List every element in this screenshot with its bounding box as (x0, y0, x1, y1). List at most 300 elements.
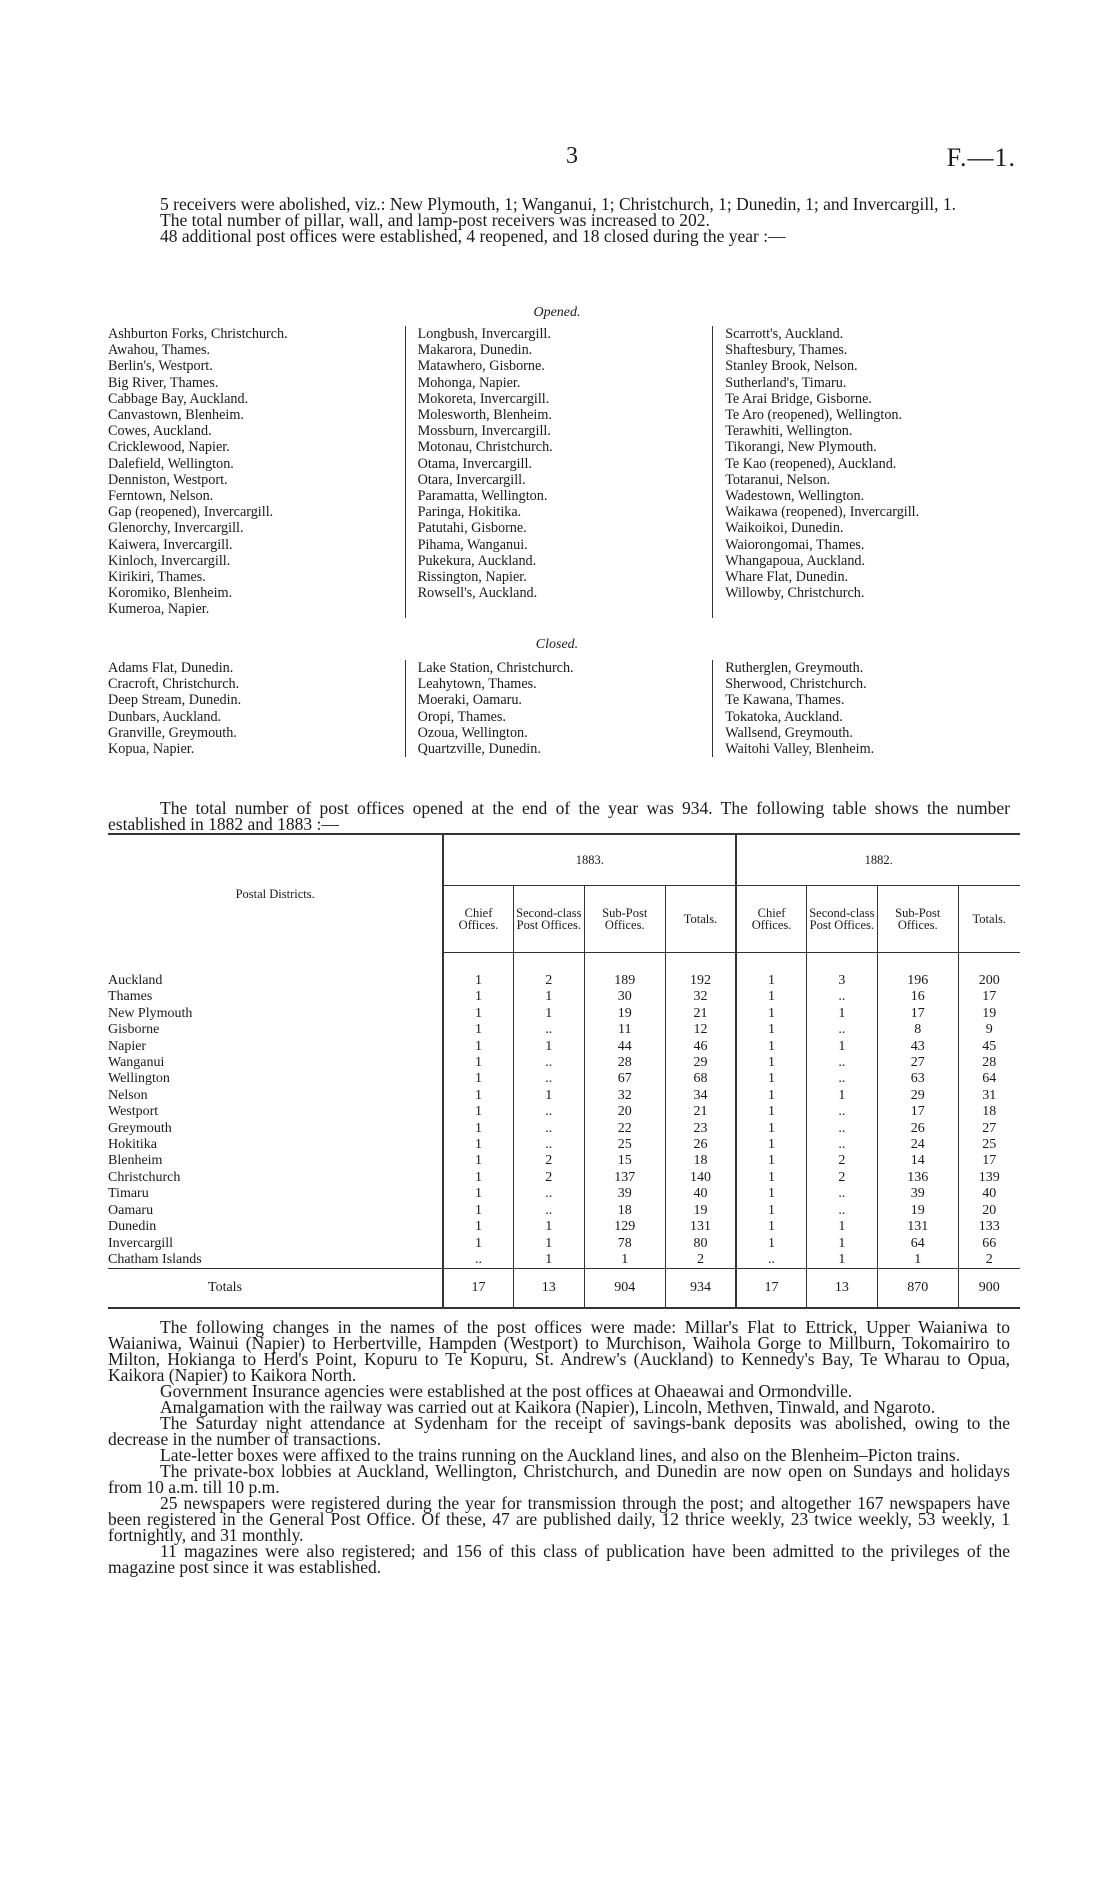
table-cell: 1 (443, 1022, 513, 1038)
table-cell: 140 (665, 1170, 736, 1186)
table-cell: 29 (877, 1088, 958, 1104)
table-cell: 1 (736, 1137, 806, 1153)
closed-column-3 (712, 660, 1010, 757)
table-cell: 22 (584, 1121, 665, 1137)
column-header: Totals. (665, 886, 736, 953)
closed-offices-list (108, 660, 1010, 757)
office-entry: Te Kawana, Thames. (725, 692, 845, 709)
table-row (108, 1039, 1020, 1055)
office-entry: Te Arai Bridge, Gisborne. (725, 390, 872, 407)
table-cell: 26 (665, 1137, 736, 1153)
table-cell: 1 (736, 1088, 806, 1104)
office-entry: Tokatoka, Auckland. (725, 708, 843, 725)
table-cell: 63 (877, 1071, 958, 1087)
page-header (0, 143, 1114, 173)
table-cell: 1 (513, 1006, 584, 1022)
district-name: Oamaru (108, 1202, 154, 1218)
office-entry: Tikorangi, New Plymouth. (725, 439, 877, 456)
table-cell: 1 (443, 1170, 513, 1186)
district-name: Thames (108, 989, 153, 1005)
table-cell: 1 (443, 1055, 513, 1071)
table-cell: .. (806, 1137, 877, 1153)
table-cell: .. (736, 1252, 806, 1269)
office-entry: Waiorongomai, Thames. (725, 536, 865, 553)
table-cell: 1 (736, 1236, 806, 1252)
table-cell: 2 (958, 1252, 1020, 1269)
column-header: Chief Offices. (443, 886, 513, 953)
table-cell: 1 (736, 1153, 806, 1169)
closing-text (108, 1319, 1010, 1575)
office-entry: Whare Flat, Dunedin. (725, 569, 849, 586)
table-row (108, 1104, 1020, 1120)
totals-cell: 17 (443, 1269, 513, 1309)
table-cell: 18 (584, 1203, 665, 1219)
table-cell: 131 (877, 1219, 958, 1235)
paragraph: The Saturday night attendance at Sydenham for the receipt of savings-bank deposits was abolished, owing to the decrease in the number of transactions. (108, 1413, 1010, 1449)
column-header: Totals. (958, 886, 1020, 953)
office-entry: Gap (reopened), Invercargill. (108, 504, 274, 521)
table-row (108, 989, 1020, 1005)
office-entry: Waikoikoi, Dunedin. (725, 520, 844, 537)
table-row (108, 1219, 1020, 1235)
office-entry: Lake Station, Christchurch. (417, 660, 574, 676)
table-cell: 1 (736, 953, 806, 990)
table-cell: 3 (806, 953, 877, 990)
year-1883-header: 1883. (443, 834, 736, 886)
table-cell: 1 (736, 989, 806, 1005)
table-cell: 1 (443, 1203, 513, 1219)
table-cell: 1 (443, 953, 513, 990)
table-lead-text (108, 800, 1010, 832)
table-cell: 1 (443, 1219, 513, 1235)
opened-column-1 (108, 326, 405, 618)
office-entry: Rutherglen, Greymouth. (725, 660, 864, 676)
district-name: Hokitika (108, 1137, 157, 1153)
table-cell: 2 (513, 1170, 584, 1186)
table-cell: 19 (584, 1006, 665, 1022)
table-cell: 27 (958, 1121, 1020, 1137)
paragraph: The total number of pillar, wall, and lamp-post receivers was increased to 202. (160, 210, 710, 230)
table-cell: 137 (584, 1170, 665, 1186)
table-cell: .. (513, 1203, 584, 1219)
office-entry: Kaiwera, Invercargill. (108, 536, 233, 553)
table-cell: 1 (806, 1006, 877, 1022)
table-row (108, 1153, 1020, 1169)
table-cell: 129 (584, 1219, 665, 1235)
office-entry: Wadestown, Wellington. (725, 488, 865, 505)
table-cell: 139 (958, 1170, 1020, 1186)
table-row (108, 1121, 1020, 1137)
table-cell: 1 (806, 1088, 877, 1104)
table-cell: 78 (584, 1236, 665, 1252)
table-cell: 25 (958, 1137, 1020, 1153)
office-entry: Longbush, Invercargill. (417, 326, 551, 342)
district-name: Timaru (108, 1186, 149, 1202)
district-name: Greymouth (108, 1120, 172, 1136)
table-cell: 43 (877, 1039, 958, 1055)
office-entry: Quartzville, Dunedin. (417, 741, 541, 758)
table-row (108, 1203, 1020, 1219)
table-cell: .. (513, 1055, 584, 1071)
office-entry: Rowsell's, Auckland. (417, 585, 538, 602)
office-entry: Wallsend, Greymouth. (725, 724, 853, 741)
table-cell: 1 (513, 1039, 584, 1055)
column-header: Second-class Post Offices. (806, 886, 877, 953)
table-cell: 1 (806, 1039, 877, 1055)
totals-cell: 904 (584, 1269, 665, 1309)
table-cell: 45 (958, 1039, 1020, 1055)
table-cell: 31 (958, 1088, 1020, 1104)
page-number: 3 (566, 143, 578, 169)
office-entry: Denniston, Westport. (108, 471, 228, 488)
table-cell: 21 (665, 1104, 736, 1120)
table-cell: 29 (665, 1055, 736, 1071)
table-cell: 28 (584, 1055, 665, 1071)
table-cell: 66 (958, 1236, 1020, 1252)
table-cell: 1 (736, 1219, 806, 1235)
table-cell: 32 (584, 1088, 665, 1104)
paragraph: 48 additional post offices were established, 4 reopened, and 18 closed during the year :— (160, 226, 786, 246)
table-cell: 1 (513, 1252, 584, 1269)
table-cell: 28 (958, 1055, 1020, 1071)
opened-offices-list (108, 326, 1010, 618)
office-entry: Totaranui, Nelson. (725, 471, 831, 488)
office-entry: Cricklewood, Napier. (108, 439, 230, 456)
district-name: Gisborne (108, 1022, 160, 1038)
office-entry: Big River, Thames. (108, 374, 219, 391)
table-cell: 1 (443, 1137, 513, 1153)
closed-column-1 (108, 660, 405, 757)
office-entry: Awahou, Thames. (108, 342, 211, 359)
table-cell: 44 (584, 1039, 665, 1055)
table-cell: 131 (665, 1219, 736, 1235)
table-cell: 200 (958, 953, 1020, 990)
office-entry: Canvastown, Blenheim. (108, 407, 244, 424)
column-header: Sub-Post Offices. (584, 886, 665, 953)
table-cell: 1 (736, 1055, 806, 1071)
office-entry: Kopua, Napier. (108, 741, 195, 758)
table-row (108, 953, 1020, 990)
office-entry: Stanley Brook, Nelson. (725, 358, 858, 375)
table-cell: 1 (806, 1236, 877, 1252)
table-cell: 80 (665, 1236, 736, 1252)
paragraph: The private-box lobbies at Auckland, Wellington, Christchurch, and Dunedin are now open on Sundays and holidays from 10 a.m. till 10 p.m. (108, 1461, 1010, 1497)
column-header: Second-class Post Offices. (513, 886, 584, 953)
totals-cell: 13 (513, 1269, 584, 1309)
table-cell: 25 (584, 1137, 665, 1153)
office-entry: Leahytown, Thames. (417, 676, 537, 693)
table-cell: 9 (958, 1022, 1020, 1038)
totals-label: Totals (108, 1269, 443, 1309)
table-cell: 1 (443, 1236, 513, 1252)
table-cell: 1 (736, 1170, 806, 1186)
table-row (108, 1088, 1020, 1104)
table-cell: 20 (958, 1203, 1020, 1219)
table-cell: .. (806, 1121, 877, 1137)
table-cell: 2 (513, 953, 584, 990)
district-name: Nelson (108, 1087, 148, 1103)
office-entry: Granville, Greymouth. (108, 724, 237, 741)
table-cell: .. (806, 1055, 877, 1071)
table-cell: .. (443, 1252, 513, 1269)
table-cell: .. (806, 989, 877, 1005)
office-entry: Terawhiti, Wellington. (725, 423, 853, 440)
table-cell: .. (806, 1022, 877, 1038)
table-cell: 1 (736, 1006, 806, 1022)
table-cell: 23 (665, 1121, 736, 1137)
totals-cell: 870 (877, 1269, 958, 1309)
table-cell: 68 (665, 1071, 736, 1087)
table-cell: 17 (877, 1006, 958, 1022)
office-entry: Patutahi, Gisborne. (417, 520, 527, 537)
table-cell: .. (513, 1104, 584, 1120)
office-entry: Deep Stream, Dunedin. (108, 692, 242, 709)
table-row (108, 1055, 1020, 1071)
table-cell: 18 (665, 1153, 736, 1169)
table-cell: 1 (584, 1252, 665, 1269)
office-entry: Shaftesbury, Thames. (725, 342, 848, 359)
office-entry: Mossburn, Invercargill. (417, 423, 551, 440)
post-offices-table (108, 833, 1020, 1309)
table-cell: 196 (877, 953, 958, 990)
table-cell: 1 (443, 1121, 513, 1137)
district-name: Dunedin (108, 1219, 157, 1235)
table-row (108, 1252, 1020, 1269)
table-cell: 1 (443, 1071, 513, 1087)
office-entry: Te Aro (reopened), Wellington. (725, 407, 903, 424)
table-row (108, 1186, 1020, 1202)
table-cell: 1 (736, 1022, 806, 1038)
office-entry: Kinloch, Invercargill. (108, 552, 231, 569)
office-entry: Scarrott's, Auckland. (725, 326, 844, 342)
table-cell: 2 (513, 1153, 584, 1169)
table-cell: 19 (665, 1203, 736, 1219)
table-cell: 32 (665, 989, 736, 1005)
opened-heading: Opened. (533, 305, 581, 320)
office-entry: Pihama, Wanganui. (417, 536, 528, 553)
table-cell: 1 (736, 1104, 806, 1120)
office-entry: Cabbage Bay, Auckland. (108, 390, 249, 407)
totals-cell: 17 (736, 1269, 806, 1309)
table-cell: 12 (665, 1022, 736, 1038)
office-entry: Rissington, Napier. (417, 569, 527, 586)
office-entry: Dalefield, Wellington. (108, 455, 234, 472)
office-entry: Moeraki, Oamaru. (417, 692, 522, 709)
table-cell: .. (513, 1121, 584, 1137)
table-cell: 21 (665, 1006, 736, 1022)
office-entry: Cracroft, Christchurch. (108, 676, 240, 693)
year-1882-header: 1882. (736, 834, 1020, 886)
table-cell: 1 (513, 1088, 584, 1104)
table-row (108, 1022, 1020, 1038)
office-entry: Paringa, Hokitika. (417, 504, 522, 521)
table-cell: 1 (513, 1219, 584, 1235)
table-cell: .. (806, 1186, 877, 1202)
table-cell: 1 (877, 1252, 958, 1269)
table-cell: 1 (513, 1236, 584, 1252)
table-cell: 67 (584, 1071, 665, 1087)
office-entry: Motonau, Christchurch. (417, 439, 553, 456)
table-cell: 1 (736, 1071, 806, 1087)
table-cell: 30 (584, 989, 665, 1005)
table-cell: 17 (958, 1153, 1020, 1169)
table-cell: 1 (806, 1252, 877, 1269)
table-row (108, 1071, 1020, 1087)
district-name: Napier (108, 1038, 147, 1054)
opened-column-3 (712, 326, 1010, 618)
table-cell: 1 (443, 1006, 513, 1022)
table-cell: 1 (443, 989, 513, 1005)
office-entry: Koromiko, Blenheim. (108, 585, 233, 602)
table-cell: 15 (584, 1153, 665, 1169)
document-reference: F.—1. (946, 143, 1016, 172)
district-name: Wanganui (108, 1055, 165, 1071)
office-entry: Glenorchy, Invercargill. (108, 520, 244, 537)
closed-column-2 (405, 660, 713, 757)
office-entry: Ferntown, Nelson. (108, 488, 214, 505)
table-cell: 24 (877, 1137, 958, 1153)
table-cell: 11 (584, 1022, 665, 1038)
table-cell: 1 (736, 1186, 806, 1202)
office-entry: Otama, Invercargill. (417, 455, 532, 472)
table-cell: 64 (958, 1071, 1020, 1087)
table-cell: 40 (665, 1186, 736, 1202)
office-entry: Otara, Invercargill. (417, 471, 526, 488)
table-cell: 1 (443, 1153, 513, 1169)
table-cell: 1 (806, 1219, 877, 1235)
table-row (108, 1236, 1020, 1252)
office-entry: Oropi, Thames. (417, 708, 506, 725)
column-header: Chief Offices. (736, 886, 806, 953)
office-entry: Kumeroa, Napier. (108, 601, 210, 618)
district-name: Christchurch (108, 1169, 181, 1185)
table-cell: 46 (665, 1039, 736, 1055)
table-cell: .. (806, 1203, 877, 1219)
office-entry: Kirikiri, Thames. (108, 569, 206, 586)
table-cell: 133 (958, 1219, 1020, 1235)
table-cell: 17 (958, 989, 1020, 1005)
office-entry: Sutherland's, Timaru. (725, 374, 847, 391)
office-entry: Te Kao (reopened), Auckland. (725, 455, 897, 472)
office-entry: Ozoua, Wellington. (417, 724, 528, 741)
table-cell: 1 (736, 1121, 806, 1137)
table-cell: 2 (665, 1252, 736, 1269)
table-cell: 136 (877, 1170, 958, 1186)
district-name: New Plymouth (108, 1005, 193, 1021)
intro-text (108, 196, 1010, 244)
district-name: Auckland (108, 972, 163, 988)
table-cell: 19 (958, 1006, 1020, 1022)
table-cell: 192 (665, 953, 736, 990)
totals-cell: 934 (665, 1269, 736, 1309)
paragraph: 25 newspapers were registered during the year for transmission through the post; and altogether 167 newspapers have been registered in the General Post Office. Of these, 47 are published daily, 12 thrice weekly, 23 twice weekly, 53 weekly, 1 fortnightly, and 31 monthly. (108, 1493, 1010, 1545)
table-row (108, 1137, 1020, 1153)
table-row (108, 1170, 1020, 1186)
table-cell: 17 (877, 1104, 958, 1120)
paragraph: Late-letter boxes were affixed to the trains running on the Auckland lines, and also on the Blenheim–Picton trains. (160, 1445, 961, 1465)
table-cell: .. (513, 1137, 584, 1153)
table-cell: .. (513, 1071, 584, 1087)
office-entry: Willowby, Christchurch. (725, 585, 865, 602)
table-cell: .. (513, 1022, 584, 1038)
totals-cell: 13 (806, 1269, 877, 1309)
table-row (108, 1006, 1020, 1022)
totals-cell: 900 (958, 1269, 1020, 1309)
district-header: Postal Districts. (235, 886, 315, 901)
table-cell: 18 (958, 1104, 1020, 1120)
table-cell: 39 (584, 1186, 665, 1202)
table-cell: 26 (877, 1121, 958, 1137)
district-name: Blenheim (108, 1153, 163, 1169)
table-cell: 40 (958, 1186, 1020, 1202)
table-cell: 64 (877, 1236, 958, 1252)
office-entry: Makarora, Dunedin. (417, 342, 533, 359)
table-cell: 34 (665, 1088, 736, 1104)
table-cell: 27 (877, 1055, 958, 1071)
office-entry: Cowes, Auckland. (108, 423, 212, 440)
opened-column-2 (405, 326, 713, 618)
district-name: Invercargill (108, 1235, 174, 1251)
table-cell: .. (806, 1071, 877, 1087)
table-cell: 19 (877, 1203, 958, 1219)
table-cell: 189 (584, 953, 665, 990)
table-cell: 2 (806, 1170, 877, 1186)
office-entry: Matawhero, Gisborne. (417, 358, 545, 375)
paragraph: Amalgamation with the railway was carried out at Kaikora (Napier), Lincoln, Methven, Tinwald, and Ngaroto. (160, 1397, 936, 1417)
district-name: Wellington (108, 1071, 170, 1087)
office-entry: Pukekura, Auckland. (417, 552, 537, 569)
paragraph: 5 receivers were abolished, viz.: New Plymouth, 1; Wanganui, 1; Christchurch, 1; Dunedin, 1; and Invercargill, 1. (160, 194, 956, 214)
office-entry: Berlin's, Westport. (108, 358, 213, 375)
closed-heading: Closed. (535, 637, 579, 652)
table-cell: 1 (736, 1039, 806, 1055)
office-entry: Molesworth, Blenheim. (417, 407, 552, 424)
table-cell: 1 (443, 1104, 513, 1120)
office-entry: Mokoreta, Invercargill. (417, 390, 550, 407)
paragraph: Government Insurance agencies were established at the post offices at Ohaeawai and Ormondville. (160, 1381, 853, 1401)
office-entry: Adams Flat, Dunedin. (108, 660, 234, 676)
paragraph: 11 magazines were also registered; and 156 of this class of publication have been admitted to the privileges of the magazine post since it was established. (108, 1541, 1010, 1577)
office-entry: Dunbars, Auckland. (108, 708, 222, 725)
table-cell: 1 (443, 1088, 513, 1104)
table-cell: 8 (877, 1022, 958, 1038)
table-cell: 1 (513, 989, 584, 1005)
office-entry: Mohonga, Napier. (417, 374, 521, 391)
paragraph: The total number of post offices opened at the end of the year was 934. The following table shows the number established in 1882 and 1883 :— (108, 798, 1010, 834)
office-entry: Paramatta, Wellington. (417, 488, 548, 505)
table-cell: 16 (877, 989, 958, 1005)
office-entry: Waitohi Valley, Blenheim. (725, 741, 875, 758)
table-cell: 1 (443, 1039, 513, 1055)
table-cell: 1 (736, 1203, 806, 1219)
column-header: Sub-Post Offices. (877, 886, 958, 953)
paragraph: The following changes in the names of the post offices were made: Millar's Flat to Ettrick, Upper Waianiwa to Waianiwa, Wainui (Napier) to Herbertville, Hampden (Westport) to Murchison, Waihola Gorge to Millburn, Tokomairiro to Milton, Hokianga to Herd's Point, Kopuru to Te Kopuru, St. Andrew's (Auckland) to Kennedy's Bay, Te Wharau to Opua, Kaikora (Napier) to Kaikora North. (108, 1317, 1010, 1385)
district-name: Westport (108, 1104, 159, 1120)
totals-row (108, 1269, 1020, 1309)
table-cell: .. (513, 1186, 584, 1202)
office-entry: Whangapoua, Auckland. (725, 552, 866, 569)
office-entry: Waikawa (reopened), Invercargill. (725, 504, 920, 521)
table-cell: 39 (877, 1186, 958, 1202)
table-cell: 1 (443, 1186, 513, 1202)
office-entry: Sherwood, Christchurch. (725, 676, 867, 693)
table-cell: .. (806, 1104, 877, 1120)
table-cell: 14 (877, 1153, 958, 1169)
table-cell: 20 (584, 1104, 665, 1120)
table-cell: 2 (806, 1153, 877, 1169)
office-entry: Ashburton Forks, Christchurch. (108, 326, 288, 342)
district-name: Chatham Islands (108, 1251, 202, 1267)
